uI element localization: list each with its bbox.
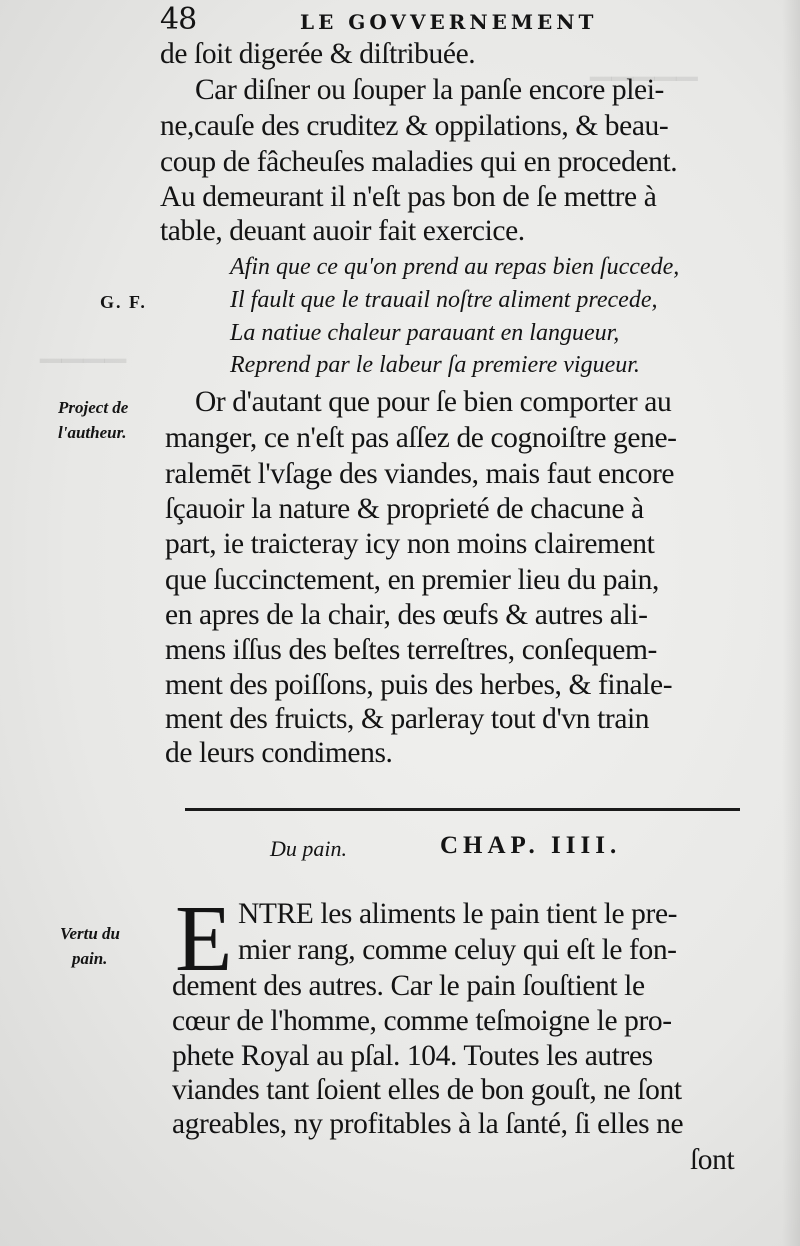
body-line: coup de fâcheuſes maladies qui en procedent. bbox=[160, 146, 678, 178]
running-head: LE GOVVERNEMENT bbox=[300, 10, 598, 34]
drop-cap: E bbox=[175, 887, 233, 991]
verse-line: Afin que ce qu'on prend au repas bien ſuccede, bbox=[230, 254, 680, 280]
body-line: ment des poiſſons, puis des herbes, & finale- bbox=[165, 669, 673, 701]
page-number: 48 bbox=[160, 2, 197, 37]
body-line: NTRE les aliments le pain tient le pre- bbox=[238, 898, 678, 930]
chapter-title: Du pain. bbox=[270, 836, 347, 861]
margin-note-line: pain. bbox=[72, 948, 108, 968]
margin-note-project bbox=[58, 396, 128, 445]
body-line: mier rang, comme celuy qui eſt le fon- bbox=[238, 934, 677, 966]
page-header bbox=[160, 2, 760, 38]
show-through-bleed: ▁▁▁▁ bbox=[40, 332, 127, 363]
body-line: dement des autres. Car le pain ſouſtient le bbox=[172, 970, 645, 1002]
catchword: ſont bbox=[690, 1144, 735, 1176]
verse-line: La natiue chaleur parauant en langueur, bbox=[230, 320, 620, 346]
chapter-label: CHAP. IIII. bbox=[440, 832, 622, 859]
show-through-bleed: ▁▁▁▁▁ bbox=[590, 50, 698, 81]
verse-line: Il fault que le trauail noſtre aliment precede, bbox=[230, 287, 658, 313]
margin-note-gf: G. F. bbox=[100, 292, 147, 312]
body-line: manger, ce n'eſt pas aſſez de cognoiſtre gene- bbox=[165, 422, 677, 454]
body-line: en apres de la chair, des œufs & autres ali- bbox=[165, 599, 648, 631]
body-line: ſçauoir la nature & proprieté de chacune à bbox=[165, 493, 644, 525]
body-line: que ſuccinctement, en premier lieu du pain, bbox=[165, 564, 659, 596]
body-line: ment des fruicts, & parleray tout d'vn train bbox=[165, 703, 650, 735]
page-edge-shadow bbox=[782, 0, 800, 1246]
body-line: cœur de l'homme, comme teſmoigne le pro- bbox=[172, 1005, 672, 1037]
body-line: phete Royal au pſal. 104. Toutes les autres bbox=[172, 1040, 653, 1072]
body-line: ralemēt l'vſage des viandes, mais faut encore bbox=[165, 458, 675, 490]
verse-line: Reprend par le labeur ſa premiere vigueur. bbox=[230, 352, 640, 378]
body-line: part, ie traicteray icy non moins clairement bbox=[165, 528, 655, 560]
body-line: agreables, ny profitables à la ſanté, ſi elles ne bbox=[172, 1108, 684, 1140]
body-line: Car diſner ou ſouper la panſe encore plei- bbox=[195, 74, 664, 106]
body-line: ne,cauſe des cruditez & oppilations, & beau- bbox=[160, 110, 669, 142]
margin-note-line: Vertu du bbox=[60, 924, 120, 943]
body-line: viandes tant ſoient elles de bon gouſt, ne ſont bbox=[172, 1074, 682, 1106]
body-line: Au demeurant il n'eſt pas bon de ſe mettre à bbox=[160, 181, 657, 213]
margin-note-line: l'autheur. bbox=[58, 422, 127, 442]
margin-note-line: Project de bbox=[58, 398, 129, 417]
margin-note-vertu bbox=[60, 922, 120, 971]
body-line: de ſoit digerée & diſtribuée. bbox=[160, 38, 476, 70]
body-line: table, deuant auoir fait exercice. bbox=[160, 215, 525, 247]
body-line: de leurs condimens. bbox=[165, 737, 393, 769]
body-line: Or d'autant que pour ſe bien comporter au bbox=[195, 386, 672, 418]
body-line: mens iſſus des beſtes terreſtres, conſequem- bbox=[165, 634, 657, 666]
chapter-rule bbox=[185, 808, 740, 811]
